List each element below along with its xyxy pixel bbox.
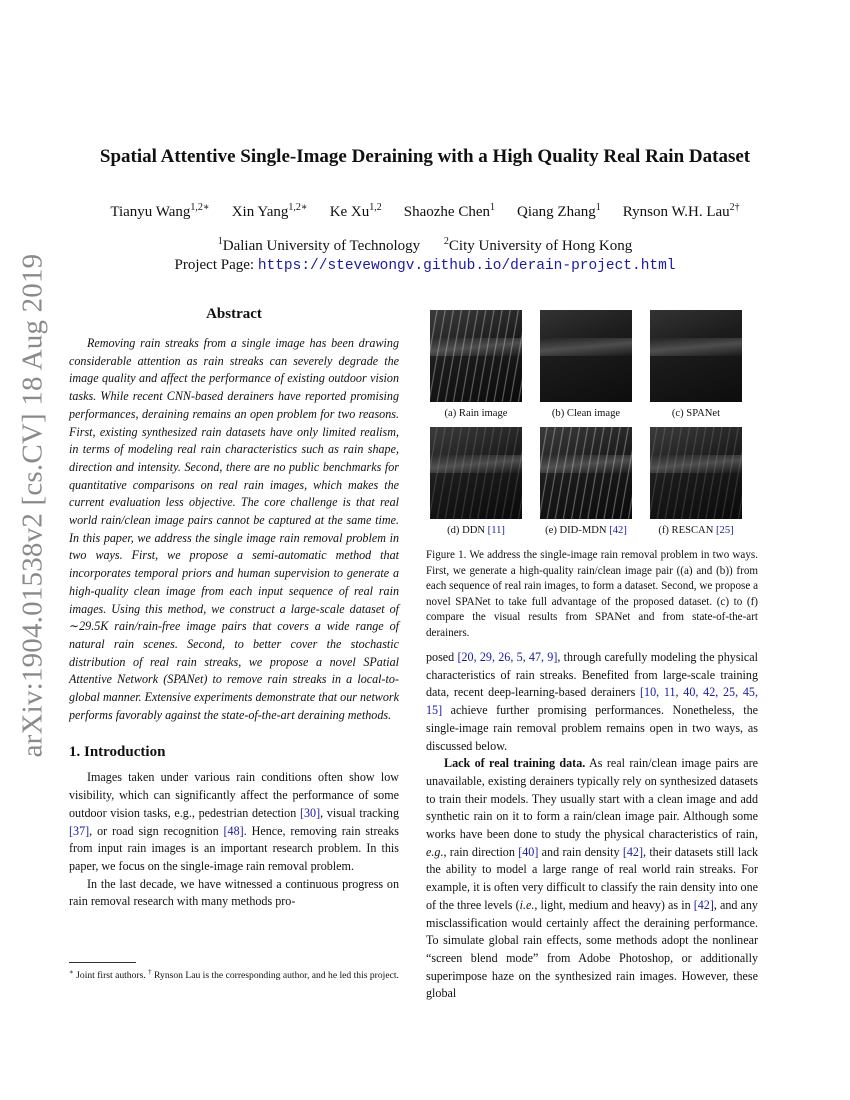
project-label: Project Page:	[174, 257, 255, 273]
author-list	[40, 202, 810, 221]
affiliations	[40, 236, 810, 255]
project-url-link[interactable]: https://stevewongv.github.io/derain-project.html	[257, 258, 676, 274]
figure-panel	[536, 427, 636, 544]
figure-caption: Figure 1. We address the single-image rain removal problem in two ways. First, we generate a high-quality rain/clean image pair ((a) and (b)) from each sequence of real rain images, to form a dataset. Second, we propose a novel SPANet to take full advantage of the proposed dataset. (c) to (f) compare the visual results from SPANet and from state-of-the-art derainers.	[426, 549, 758, 639]
author: Xin Yang$^{1,2∗}$	[231, 202, 308, 220]
rain-image	[430, 310, 522, 402]
arxiv-stamp-text: arXiv:1904.01538v2 [cs.CV] 18 Aug 2019	[16, 253, 49, 757]
figure-panel	[536, 310, 636, 427]
citation-link[interactable]: [42]	[622, 844, 643, 859]
panel-caption: (f) RESCAN [25]	[658, 525, 734, 536]
section-heading-introduction: 1. Introduction	[69, 744, 166, 761]
citation-link[interactable]: [10, 11, 40, 42, 25, 45, 15]	[426, 685, 758, 718]
citation-link[interactable]: [11]	[487, 525, 505, 536]
abstract-text: Removing rain streaks from a single image has been drawing considerable attention as rain streaks can severely degrade the image quality and affect the performance of existing outdoor vision tasks. While recent CNN-based derainers have reported promising performances, deraining remains an open problem for two reasons. First, existing synthesized rain datasets have only limited realism, in terms of modeling real rain characteristics such as rain shape, direction and intensity. Second, there are no public benchmarks for quantitative comparisons on real rain images, which makes the current evaluation less objective. The core challenge is that real world rain/clean image pairs cannot be captured at the same time. In this paper, we address the single image rain removal problem in two ways. First, we propose a semi-automatic method that incorporates temporal priors and human supervision to generate a high-quality clean image from each input sequence of real rain images. Using this method, we construct a large-scale dataset of ∼29.5K rain/rain-free image pairs that covers a wide range of natural rain scenes. Second, to better cover the stochastic distribution of real rain streaks, we propose a novel SPatial Attentive Network (SPANet) to remove rain streaks in a local-to-global manner. Extensive experiments demonstrate that our network performs favorably against the state-of-the-art deraining methods.	[69, 336, 399, 722]
author: Qiang Zhang$^1$	[517, 202, 601, 220]
panel-caption: (d) DDN [11]	[447, 525, 505, 536]
clean-image	[540, 310, 632, 402]
author: Ke Xu$^{1,2}$	[329, 202, 382, 220]
figure-panel	[646, 310, 746, 427]
panel-caption: (c) SPANet	[671, 408, 721, 419]
figure-panel	[646, 427, 746, 544]
figure-panel	[426, 310, 526, 427]
citation-link[interactable]: [42]	[609, 525, 627, 536]
did-mdn-result-image	[540, 427, 632, 519]
left-column	[69, 306, 399, 911]
affiliation: $^1$Dalian University of Technology	[217, 236, 421, 254]
right-column	[426, 310, 758, 1003]
citation-link[interactable]: [40]	[518, 844, 539, 859]
project-page	[40, 257, 810, 274]
spanet-result-image	[650, 310, 742, 402]
panel-caption: (e) DID-MDN [42]	[545, 525, 627, 536]
figure-1-grid	[426, 310, 758, 544]
citation-link[interactable]: [25]	[716, 525, 734, 536]
author: Tianyu Wang$^{1,2∗}$	[110, 202, 210, 220]
footnote-divider	[69, 962, 136, 963]
citation-link[interactable]: [37]	[69, 823, 90, 838]
figure-panel	[426, 427, 526, 544]
ddn-result-image	[430, 427, 522, 519]
author: Shaozhe Chen$^1$	[403, 202, 495, 220]
footnote: ∗ Joint first authors. † Rynson Lau is the corresponding author, and he led this project.	[69, 968, 399, 982]
panel-caption: (a) Rain image	[444, 408, 508, 419]
paragraph-lead: Lack of real training data.	[444, 756, 586, 771]
intro-paragraph: Images taken under various rain conditions often show low visibility, which can significantly affect the performance of some outdoor vision tasks, e.g., pedestrian detection [30], visual tracking [37], or road sign recognition [48]. Hence, removing rain streaks from input rain images is an important research problem. In this paper, we focus on the single-image rain removal problem.	[69, 770, 399, 873]
arxiv-stamp	[10, 245, 55, 765]
citation-link[interactable]: [20, 29, 26, 5, 47, 9]	[457, 650, 558, 664]
author: Rynson W.H. Lau$^{2\dagger}$	[622, 202, 740, 220]
body-paragraph: Lack of real training data. As real rain/clean image pairs are unavailable, existing derainers typically rely on synthesized datasets to train their models. They usually start with a clean image and add synthetic rain on it to form a rain/clean image pair. Although some works have been done to study the physical characteristics of rain, e.g., rain direction [40] and rain density [42], their datasets still lack the ability to model a large range of real world rain streaks. For example, it is often very difficult to classify the rain density into one of the three levels (i.e., light, medium and heavy) as in [42], and any misclassification would certainly affect the deraining performance. To simulate global rain effects, some methods adopt the nonlinear “screen blend mode” from Adobe Photoshop, or additionally superimpose haze on the synthesized rain images. However, these global	[426, 756, 758, 1001]
citation-link[interactable]: [48]	[223, 823, 244, 838]
paper-title: Spatial Attentive Single-Image Deraining with a High Quality Real Rain Dataset	[99, 146, 751, 167]
abstract-heading: Abstract	[206, 306, 262, 322]
panel-caption: (b) Clean image	[551, 408, 621, 419]
affiliation: $^2$City University of Hong Kong	[443, 236, 633, 254]
citation-link[interactable]: [42]	[693, 897, 714, 912]
citation-link[interactable]: [30]	[299, 805, 321, 820]
body-paragraph: posed [20, 29, 26, 5, 47, 9], through carefully modeling the physical characteristics of rain streaks. Benefited from large-scale training data, recent deep-learning-based derainers [10, 11, 40, 42, 25, 45, 15] achieve further promising performances. Nonetheless, the single-image rain removal problem remains open in two ways, as discussed below.	[426, 650, 758, 753]
intro-paragraph: In the last decade, we have witnessed a continuous progress on rain removal research with many methods pro-	[69, 876, 399, 909]
rescan-result-image	[650, 427, 742, 519]
